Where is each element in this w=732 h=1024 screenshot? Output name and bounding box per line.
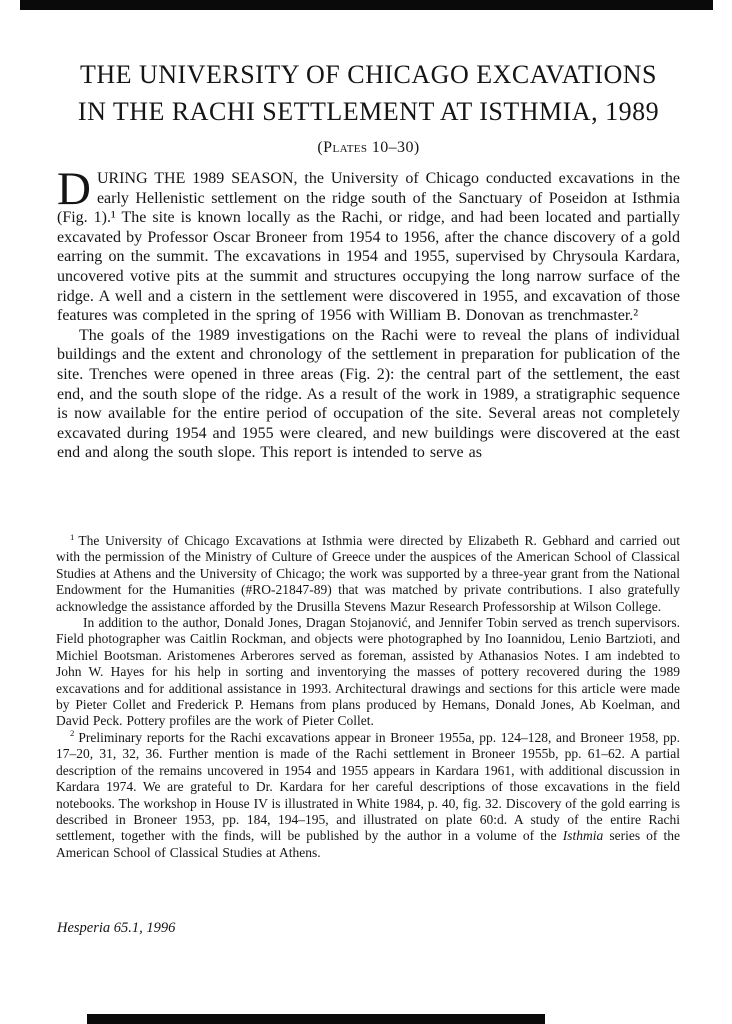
footnotes-section xyxy=(56,533,680,861)
footnote-2-marker: 2 xyxy=(70,728,75,739)
footnote-2-text-end: series of the American School of Classical Studies at Athens. xyxy=(56,828,680,860)
footnote-1-continuation: In addition to the author, Donald Jones, Dragan Stojanović, and Jennifer Tobin served as trench supervisors. Field photographer was Caitlin Rockman, and objects were photographed by Ino Ioannidou, Lenio Bartzioti, and Michiel Bootsman. Aristomenes Arberores served as foreman, assisted by Athanasios Notes. I am indebted to John W. Hayes for his help in sorting and inventorying the masses of pottery recovered during the 1989 excavations and for additional assistance in 1993. Architectural drawings and sections for this article were made by Pieter Collet and Frederick P. Hemans from plans produced by Hemans, Donald Jones, Ab Koelman, and David Peck. Pottery profiles are the work of Pieter Collet. xyxy=(56,615,680,729)
dropcap-letter: D xyxy=(57,163,91,215)
paragraph-1 xyxy=(57,163,680,326)
scan-artifact-top-bar xyxy=(20,0,713,10)
scan-artifact-bottom-bar xyxy=(87,1014,545,1024)
title-line-2: IN THE RACHI SETTLEMENT AT ISTHMIA, 1989 xyxy=(77,97,660,126)
article-title xyxy=(57,56,680,130)
plates-note: (Plates 10–30) xyxy=(317,139,420,156)
article-body xyxy=(57,163,680,463)
footnote-1-text: The University of Chicago Excavations at Isthmia were directed by Elizabeth R. Gebhard and carried out with the permission of the Ministry of Culture of Greece under the auspices of the American School of Classical Studies at Athens and the University of Chicago; the work was supported by a three-year grant from the National Endowment for the Humanities (#RO-21847-89) that was matched by private contributions. I also gratefully acknowledge the assistance afforded by the Drusilla Stevens Mazur Research Professorship at Wilson College. xyxy=(56,533,680,614)
footnote-1-marker: 1 xyxy=(70,531,75,542)
journal-citation: Hesperia 65.1, 1996 xyxy=(57,920,176,936)
footnote-2 xyxy=(56,730,680,861)
title-line-1: THE UNIVERSITY OF CHICAGO EXCAVATIONS xyxy=(79,60,658,89)
footnote-1 xyxy=(56,533,680,615)
article-header xyxy=(57,56,680,157)
paragraph-1-text: URING THE 1989 SEASON, the University of Chicago conducted excavations in the early Hellenistic settlement on the ridge south of the Sanctuary of Poseidon at Isthmia (Fig. 1).¹ The site is known locally as the Rachi, or ridge, and had been located and partially excavated by Professor Oscar Broneer from 1954 to 1956, after the chance discovery of a gold earring on the summit. The excavations in 1954 and 1955, supervised by Chrysoula Kardara, uncovered votive pits at the summit and structures occupying the long narrow surface of the ridge. A well and a cistern in the settlement were discovered in 1955, and excavation of those features was completed in the spring of 1956 with William B. Donovan as trenchmaster.² xyxy=(57,170,680,325)
paragraph-2: The goals of the 1989 investigations on the Rachi were to reveal the plans of individual buildings and the extent and chronology of the settlement in preparation for publication of the site. Trenches were opened in three areas (Fig. 2): the central part of the settlement, the east end, and the south slope of the ridge. As a result of the work in 1989, a stratigraphic sequence is now available for the entire period of occupation of the site. Several areas not completely excavated during 1954 and 1955 were cleared, and new buildings were discovered at the east end and along the south slope. This report is intended to serve as xyxy=(57,326,680,462)
footnote-2-text: Preliminary reports for the Rachi excavations appear in Broneer 1955a, pp. 124–128, and Broneer 1958, pp. 17–20, 31, 32, 36. Further mention is made of the Rachi settlement in Broneer 1955b, pp. 61–62. A partial description of the remains uncovered in 1954 and 1955 appears in Kardara 1961, with additional discussion in Kardara 1974. We are grateful to Dr. Kardara for her careful descriptions of those excavations in the field notebooks. The workshop in House IV is illustrated in White 1984, p. 40, fig. 32. Discovery of the gold earring is described in Broneer 1953, pp. 184, 194–195, and illustrated on plate 60:d. A study of the entire Rachi settlement, together with the finds, will be published by the author in a volume of the xyxy=(56,729,680,844)
footnote-2-italic-series-name: Isthmia xyxy=(562,828,604,844)
